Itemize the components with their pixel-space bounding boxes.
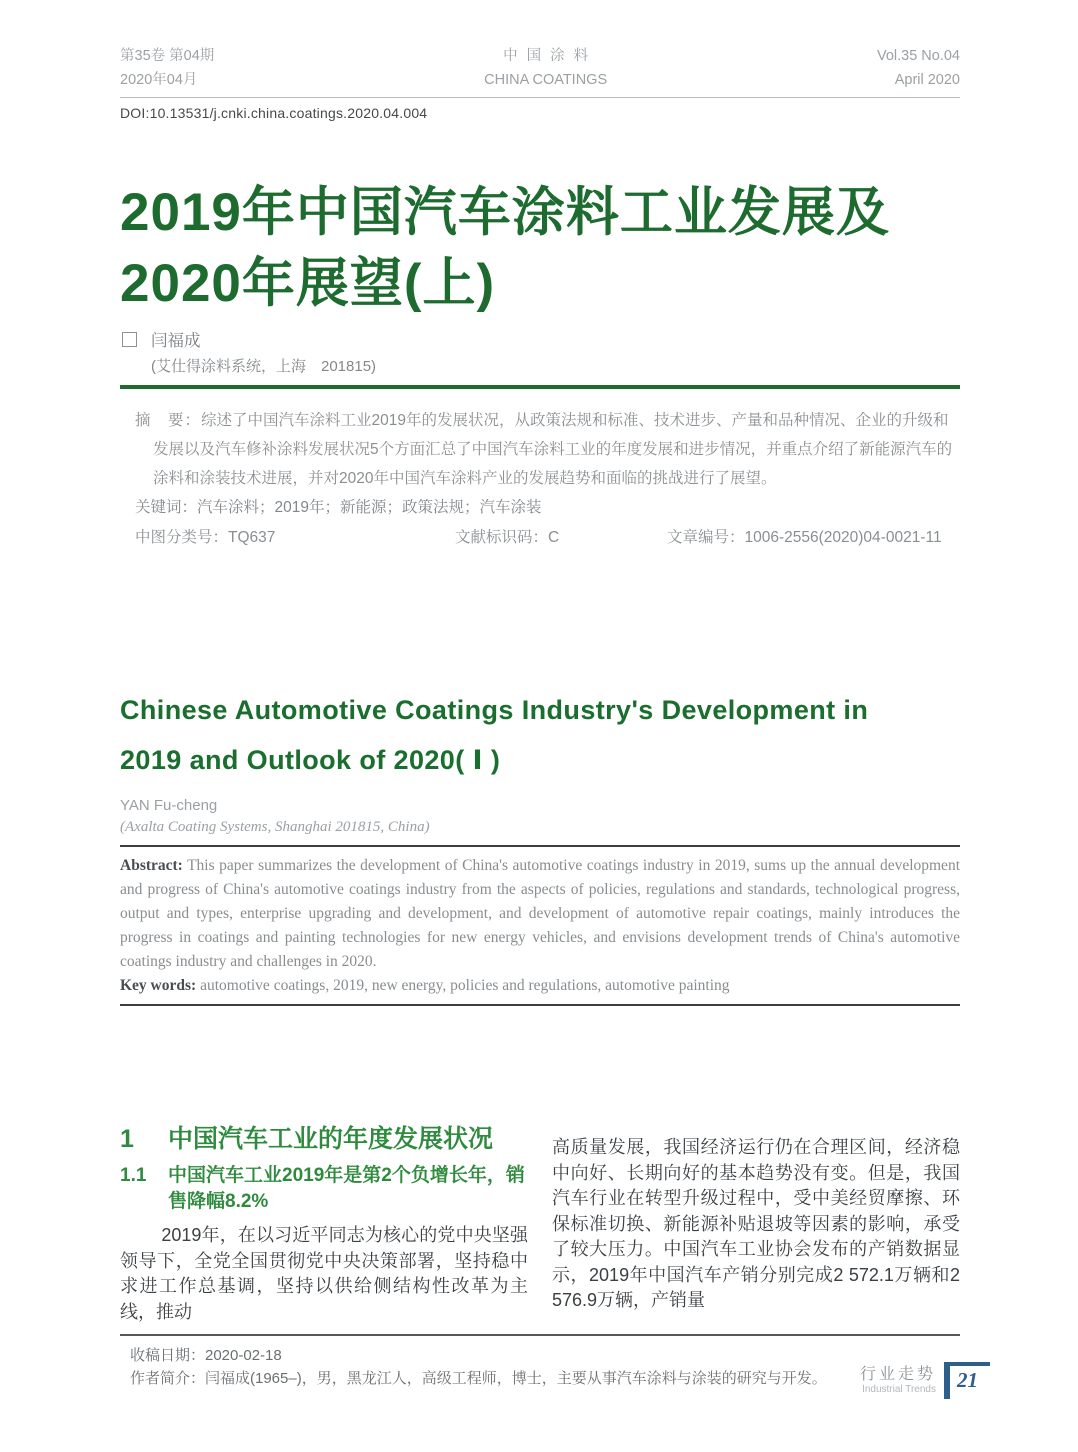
keywords-cn xyxy=(135,493,960,522)
footer-section-labels xyxy=(860,1362,936,1396)
section-1-number: 1 xyxy=(120,1125,134,1153)
abstract-en-block xyxy=(120,854,960,998)
abstract-cn xyxy=(135,406,960,493)
author-name-cn: 闫福成 xyxy=(151,332,201,350)
keywords-cn-text: 汽车涂料；2019年；新能源；政策法规；汽车涂装 xyxy=(197,499,542,516)
keywords-en-label: Key words: xyxy=(120,977,197,994)
abstract-cn-label: 摘 要： xyxy=(135,412,202,429)
keywords-cn-label: 关键词： xyxy=(135,499,198,516)
journal-name-en: CHINA COATINGS xyxy=(484,72,608,88)
journal-header xyxy=(120,44,960,98)
section-1-title: 中国汽车工业的年度发展状况 xyxy=(168,1125,494,1153)
author-name-en: YAN Fu-cheng xyxy=(120,797,218,814)
footnotes xyxy=(130,1344,960,1390)
document-code: 文献标识码：C xyxy=(455,529,560,546)
header-issue-info-en xyxy=(877,44,960,92)
doi-line: DOI:10.13531/j.cnki.china.coatings.2020.04.004 xyxy=(120,105,428,121)
journal-name-cn: 中国涂料 xyxy=(503,48,598,64)
page-number-bracket xyxy=(944,1362,990,1399)
abstract-en-text: This paper summarizes the development of China's automotive coatings industry in 2019, sums up the annual development and progress of China's automotive coatings industry from the aspects of policies, regulations and standards, technological progress, output and types, enterprise upgrading and development, and development of automotive repair coatings, mainly introduces the progress in coatings and painting technologies for new energy vehicles, and envisions development trends of China's automotive coatings industry and challenges in 2020. xyxy=(120,857,960,970)
left-column xyxy=(120,1124,528,1325)
header-issue-info xyxy=(120,44,214,92)
green-divider xyxy=(120,385,960,389)
page-number: 21 xyxy=(957,1368,978,1392)
journal-name xyxy=(484,44,607,92)
keywords-en xyxy=(120,974,960,998)
abstract-cn-text: 综述了中国汽车涂料工业2019年的发展状况，从政策法规和标准、技术进步、产量和品种情况、企业的升级和发展以及汽车修补涂料发展状况5个方面汇总了中国汽车涂料工业的年度发展和进步情况，并重点介绍了新能源汽车的涂料和涂装技术进展，并对2020年中国汽车涂料产业的发展趋势和面临的挑战进行了展望。 xyxy=(153,412,953,487)
author-bio: 作者简介：闫福成(1965–)，男，黑龙江人，高级工程师，博士，主要从事汽车涂料与涂装的研究与开发。 xyxy=(130,1369,827,1387)
section-heading-1 xyxy=(120,1124,528,1154)
article-title-cn xyxy=(120,177,960,319)
article-title-en xyxy=(120,685,960,785)
body-paragraph-left: 2019年，在以习近平同志为核心的党中央坚强领导下，全党全国贯彻党中央决策部署，坚持稳中求进工作总基调，坚持以供给侧结构性改革为主线，推动 xyxy=(120,1225,528,1322)
section-1-1-title: 中国汽车工业2019年是第2个负增长年，销售降幅8.2% xyxy=(168,1165,525,1212)
section-heading-1-1 xyxy=(120,1163,528,1215)
author-row xyxy=(120,327,960,351)
article-title-cn-line2: 2020年展望(上) xyxy=(120,254,496,313)
abstract-en-label: Abstract: xyxy=(120,857,183,874)
received-date: 收稿日期：2020-02-18 xyxy=(130,1346,282,1364)
footer-section-cn: 行业走势 xyxy=(859,1366,936,1383)
abstract-bottom-rule xyxy=(120,1004,960,1006)
classification-row xyxy=(135,524,960,551)
affiliation-en: (Axalta Coating Systems, Shanghai 201815, China) xyxy=(120,819,430,835)
date-cn: 2020年04月 xyxy=(120,72,198,88)
keywords-en-text: automotive coatings, 2019, new energy, policies and regulations, automotive painting xyxy=(196,977,730,994)
body-columns xyxy=(120,1124,960,1325)
date-en: April 2020 xyxy=(894,72,960,88)
author-square-marker-icon xyxy=(122,332,137,347)
footer-section-en: Industrial Trends xyxy=(862,1384,936,1395)
footnote-rule xyxy=(120,1334,960,1336)
right-column xyxy=(552,1124,960,1325)
volume-issue-cn: 第35卷 第04期 xyxy=(120,48,215,64)
abstract-cn-block xyxy=(135,406,960,522)
clc-number: 中图分类号：TQ637 xyxy=(135,529,276,546)
article-id: 文章编号：1006-2556(2020)04-0021-11 xyxy=(667,529,942,546)
body-paragraph-right: 高质量发展，我国经济运行仍在合理区间，经济稳中向好、长期向好的基本趋势没有变。但是，我国汽车行业在转型升级过程中，受中美经贸摩擦、环保标准切换、新能源补贴退坡等因素的影响，承受了较大压力。中国汽车工业协会发布的产销数据显示，2019年中国汽车产销分别完成2 572.1万辆和2 576.9万辆，产销量 xyxy=(552,1137,960,1310)
article-title-en-line1: Chinese Automotive Coatings Industry's Development in xyxy=(120,695,869,725)
volume-issue-en: Vol.35 No.04 xyxy=(876,48,960,64)
section-1-1-number: 1.1 xyxy=(120,1165,147,1186)
abstract-en xyxy=(120,854,960,974)
page-footer xyxy=(860,1362,990,1399)
article-title-cn-line1: 2019年中国汽车涂料工业发展及 xyxy=(120,183,890,242)
article-title-en-line2: 2019 and Outlook of 2020( Ⅰ ) xyxy=(120,745,501,775)
affiliation-cn: (艾仕得涂料系统，上海 201815) xyxy=(151,358,377,375)
abstract-top-rule xyxy=(120,845,960,847)
